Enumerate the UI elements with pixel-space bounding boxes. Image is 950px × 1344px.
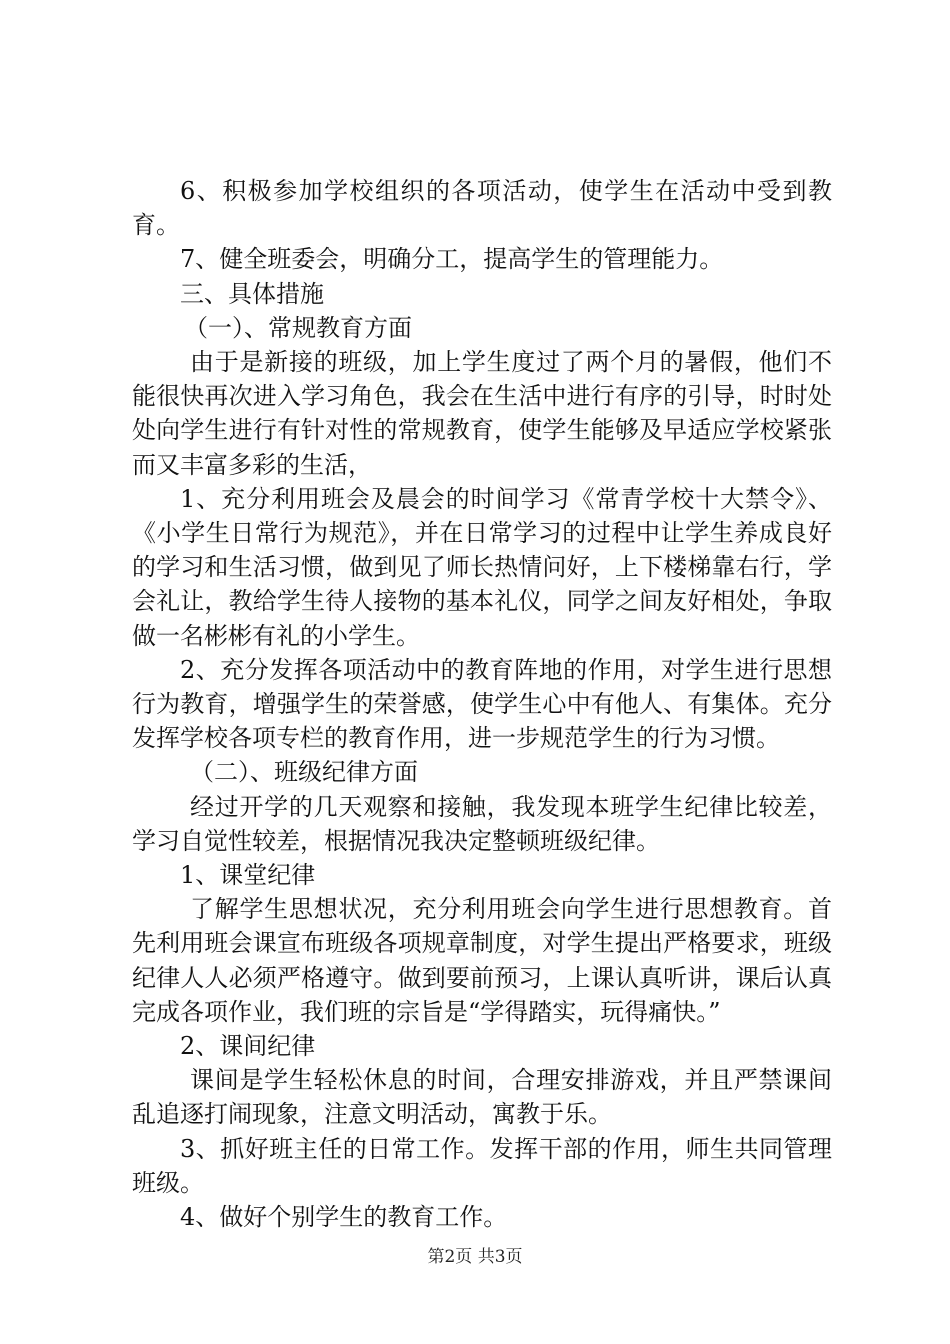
paragraph-head-teacher-work: 3、抓好班主任的日常工作。发挥干部的作用，师生共同管理班级。 xyxy=(132,1134,832,1197)
paragraph-intro: 由于是新接的班级，加上学生度过了两个月的暑假，他们不能很快再次进入学习角色，我会在生活中进行有序的引导，时时处处向学生进行有针对性的常规教育，使学生能够及早适应学校紧张而又丰富多彩的生活， xyxy=(132,348,832,479)
paragraph-routine-1: 1、充分利用班会及晨会的时间学习《常青学校十大禁令》、《小学生日常行为规范》，并在日常学习的过程中让学生养成良好的学习和生活习惯，做到见了师长热情问好，上下楼梯靠右行，学会礼让，教给学生待人接物的基本礼仪，同学之间友好相处，争取做一名彬彬有礼的小学生。 xyxy=(132,484,832,650)
paragraph-discipline-intro: 经过开学的几天观察和接触，我发现本班学生纪律比较差，学习自觉性较差，根据情况我决定整顿班级纪律。 xyxy=(132,792,832,855)
section-heading-measures: 三、具体措施 xyxy=(180,279,324,308)
paragraph-item-7: 7、健全班委会，明确分工，提高学生的管理能力。 xyxy=(180,245,724,274)
heading-break-discipline: 2、课间纪律 xyxy=(180,1032,316,1061)
paragraph-routine-2: 2、充分发挥各项活动中的教育阵地的作用，对学生进行思想行为教育，增强学生的荣誉感，使学生心中有他人、有集体。充分发挥学校各项专栏的教育作用，进一步规范学生的行为习惯。 xyxy=(132,655,832,753)
heading-classroom-discipline: 1、课堂纪律 xyxy=(180,861,316,890)
document-body xyxy=(132,174,832,1234)
sub-heading-class-discipline: （二）、班级纪律方面 xyxy=(190,758,418,787)
paragraph-break-discipline: 课间是学生轻松休息的时间，合理安排游戏，并且严禁课间乱追逐打闹现象，注意文明活动，寓教于乐。 xyxy=(132,1066,832,1129)
page-number: 第2页 共3页 xyxy=(427,1247,523,1267)
paragraph-individual-education: 4、做好个别学生的教育工作。 xyxy=(180,1203,508,1232)
paragraph-classroom-discipline: 了解学生思想状况，充分利用班会向学生进行思想教育。首先利用班会课宣布班级各项规章制度，对学生提出严格要求，班级纪律人人必须严格遵守。做到要前预习，上课认真听讲，课后认真完成各项作业，我们班的宗旨是“学得踏实，玩得痛快。” xyxy=(132,895,832,1026)
paragraph-item-6: 6、积极参加学校组织的各项活动，使学生在活动中受到教育。 xyxy=(132,177,832,240)
sub-heading-routine-education: （一）、常规教育方面 xyxy=(184,313,412,342)
